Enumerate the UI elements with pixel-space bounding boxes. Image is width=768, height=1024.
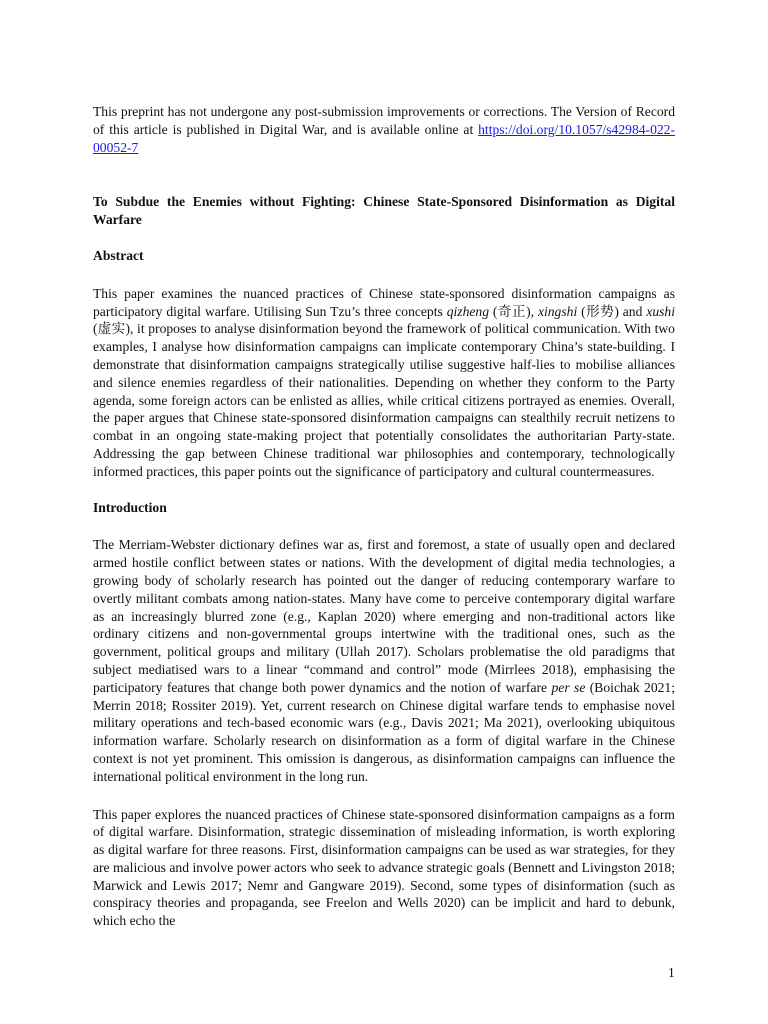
abstract-heading: Abstract (93, 247, 144, 263)
intro-p1-emphasis: per se (551, 679, 586, 695)
introduction-paragraph-2: This paper explores the nuanced practices of Chinese state-sponsored disinformation campaigns as a form of digital warfare. Disinformation, strategic dissemination of misleading information, is worth exploring as digital warfare for three reasons. First, disinformation campaigns can be used as war strategies, for they are malicious and involve power actors who seek to advance strategic goals (Bennett and Livingston 2018; Marwick and Lewis 2017; Nemr and Gangware 2019). Second, some types of disinformation (such as conspiracy theories and propaganda, see Freelon and Wells 2020) can be implicit and hard to debunk, which echo the (93, 806, 675, 929)
preprint-notice-text: This preprint has not undergone any post-submission improvements or corrections. The Version of Record of this article is published in Digital War, and is available online at (93, 104, 675, 137)
term-xushi: xushi (646, 303, 676, 319)
doi-link[interactable]: https://doi.org/10.1057/s42984-022-00052-7 (93, 121, 675, 155)
intro-p1-part-b: (Boichak 2021; Merrin 2018; Rossiter 2019). Yet, current research on Chinese digital warfare tends to emphasise novel military operations and tech-based economic wars (e.g., Davis 2021; Ma 2021), overlooking ubiquitous information warfare. Scholarly research on disinformation as a form of digital warfare in the Chinese context is not yet prominent. This omission is dangerous, as disinformation campaigns can influence the international political environment in the long run. (93, 679, 676, 784)
term-xingshi-cn: (形势) and (577, 303, 647, 319)
paper-title: To Subdue the Enemies without Fighting: Chinese State-Sponsored Disinformation as Digital Warfare (93, 194, 675, 228)
preprint-notice (93, 103, 675, 156)
abstract-part2: it proposes to analyse disinformation beyond the framework of political communication. With two examples, I analyse how disinformation campaigns can implicate contemporary China’s state-building. I demonstrate that disinformation campaigns strategically utilise suggestive half-lies to mobilise alliances and silence enemies regardless of their nationalities. Depending on whether they conform to the Party agenda, some foreign actors can be enlisted as allies, while critical citizens portrayed as enemies. Overall, the paper argues that Chinese state-sponsored disinformation campaigns can stealthily recruit netizens to combat in an ongoing state-making project that potentially consolidates the authoritarian Party-state. Addressing the gap between Chinese traditional war philosophies and contemporary, technologically informed practices, this paper points out the significance of participatory and cultural countermeasures. (93, 321, 675, 479)
paper-page (93, 103, 675, 930)
abstract-part1: This paper examines the nuanced practices of Chinese state-sponsored disinformation campaigns as participatory digital warfare. Utilising Sun Tzu’s three concepts (93, 285, 675, 319)
introduction-heading: Introduction (93, 499, 167, 515)
page-number: 1 (668, 965, 675, 980)
term-xingshi: xingshi (537, 303, 578, 319)
intro-p1-part-a: The Merriam-Webster dictionary defines war as, first and foremost, a state of usually open and declared armed hostile conflict between states or nations. With the development of digital media technologies, a growing body of scholarly research has pointed out the danger of reducing contemporary warfare to overtly militant combats among nation-states. Many have come to perceive contemporary digital warfare as an increasingly blurred zone (e.g., Kaplan 2020) where emerging and non-traditional actors like ordinary citizens and non-governmental groups intertwine with the traditional ones, such as the government, political groups and military (Ullah 2017). Scholars problematise the old paradigms that subject mediatised wars to a linear “command and control” mode (Mirrlees 2018), emphasising the participatory features that change both power dynamics and the notion of warfare (93, 537, 675, 695)
term-qizheng-cn: (奇正), (489, 303, 538, 319)
abstract-text (93, 285, 675, 481)
introduction-paragraph-1 (93, 536, 675, 785)
term-xushi-cn: (虚实), (93, 321, 138, 337)
term-qizheng: qizheng (446, 303, 489, 319)
